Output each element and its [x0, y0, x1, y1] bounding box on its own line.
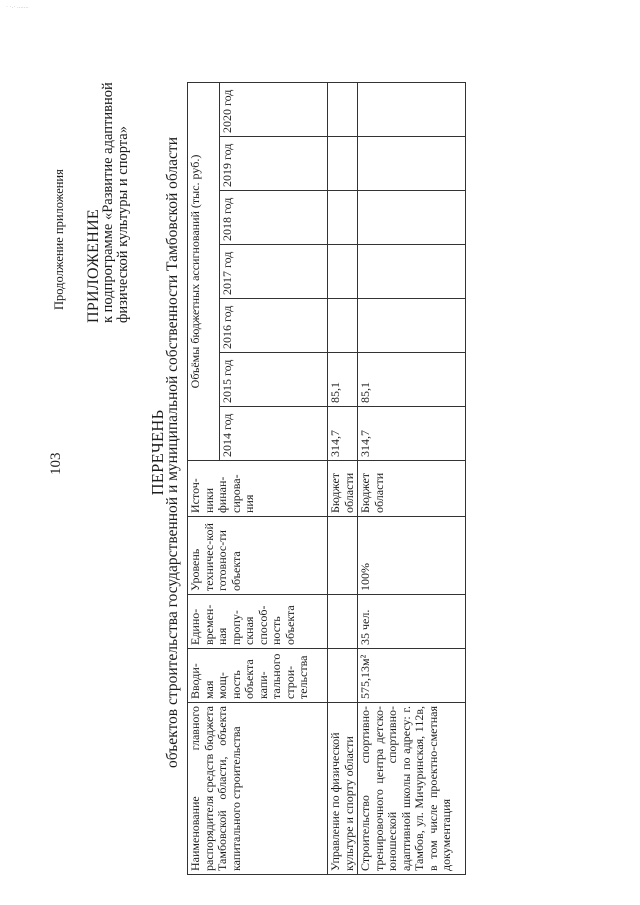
cell-2018: [328, 191, 358, 245]
cell-2015: 85,1: [358, 353, 466, 407]
appendix-title: ПРИЛОЖЕНИЕ: [85, 208, 102, 323]
cell-name: Управление по физической культуре и спорту области: [328, 703, 358, 875]
cell-2016: [358, 299, 466, 353]
scan-artifact-marks: · ·.· .......: [6, 4, 29, 10]
header-year-2015: 2015 год: [220, 353, 328, 407]
header-readiness: Уровень техничес-кой готовнос-ти объекта: [188, 517, 328, 595]
cell-2017: [328, 245, 358, 299]
cell-throughput: [328, 595, 358, 649]
cell-2015: 85,1: [328, 353, 358, 407]
cell-name: Строительство спортивно-тренировочного центра детско-юношеской спортивно-адаптивной школы по адресу: г. Тамбов, ул. Мичуринская, 112в, в том числе проектно-сметная документация: [358, 703, 466, 875]
cell-2014: 314,7: [358, 407, 466, 461]
appendix-header: [86, 23, 131, 323]
list-title: ПЕРЕЧЕНЬ: [148, 409, 167, 496]
header-year-2019: 2019 год: [220, 137, 328, 191]
header-allocations: Объёмы бюджетных ассигнований (тыс. руб.): [188, 83, 220, 461]
cell-source: Бюджет области: [358, 461, 466, 517]
cell-2017: [358, 245, 466, 299]
appendix-line-2: физической культуры и спорта»: [115, 126, 131, 323]
appendix-line-1: к подпрограмме «Развитие адаптивной: [100, 82, 116, 323]
table-row: [328, 83, 358, 875]
header-row-1: [188, 83, 220, 875]
list-subtitle: объектов строительства государственной и муниципальной собственности Тамбовской области: [164, 137, 181, 768]
continuation-label: Продолжение приложения: [52, 169, 66, 310]
cell-2018: [358, 191, 466, 245]
header-name: Наименование главного распорядителя средств бюджета Тамбовской области, объекта капитального строительства: [188, 703, 328, 875]
header-year-2016: 2016 год: [220, 299, 328, 353]
table-row: [358, 83, 466, 875]
header-source: Источ-ники финан-сирова-ния: [188, 461, 328, 517]
cell-readiness: [328, 517, 358, 595]
header-year-2014: 2014 год: [220, 407, 328, 461]
header-throughput: Едино-времен-ная пропу-скная способ-ность объекта: [188, 595, 328, 649]
cell-capacity: [328, 649, 358, 703]
cell-2019: [358, 137, 466, 191]
cell-throughput: 35 чел.: [358, 595, 466, 649]
construction-objects-table: [187, 82, 466, 875]
cell-2014: 314,7: [328, 407, 358, 461]
cell-2020: [328, 83, 358, 137]
cell-readiness: 100%: [358, 517, 466, 595]
cell-capacity: 575,13м²: [358, 649, 466, 703]
cell-source: Бюджет области: [328, 461, 358, 517]
cell-2020: [358, 83, 466, 137]
header-capacity: Вводи-мая мощ-ность объекта капи-тального строи-тельства: [188, 649, 328, 703]
cell-2019: [328, 137, 358, 191]
header-year-2018: 2018 год: [220, 191, 328, 245]
page-number: 103: [48, 452, 64, 475]
header-year-2020: 2020 год: [220, 83, 328, 137]
cell-2016: [328, 299, 358, 353]
header-year-2017: 2017 год: [220, 245, 328, 299]
